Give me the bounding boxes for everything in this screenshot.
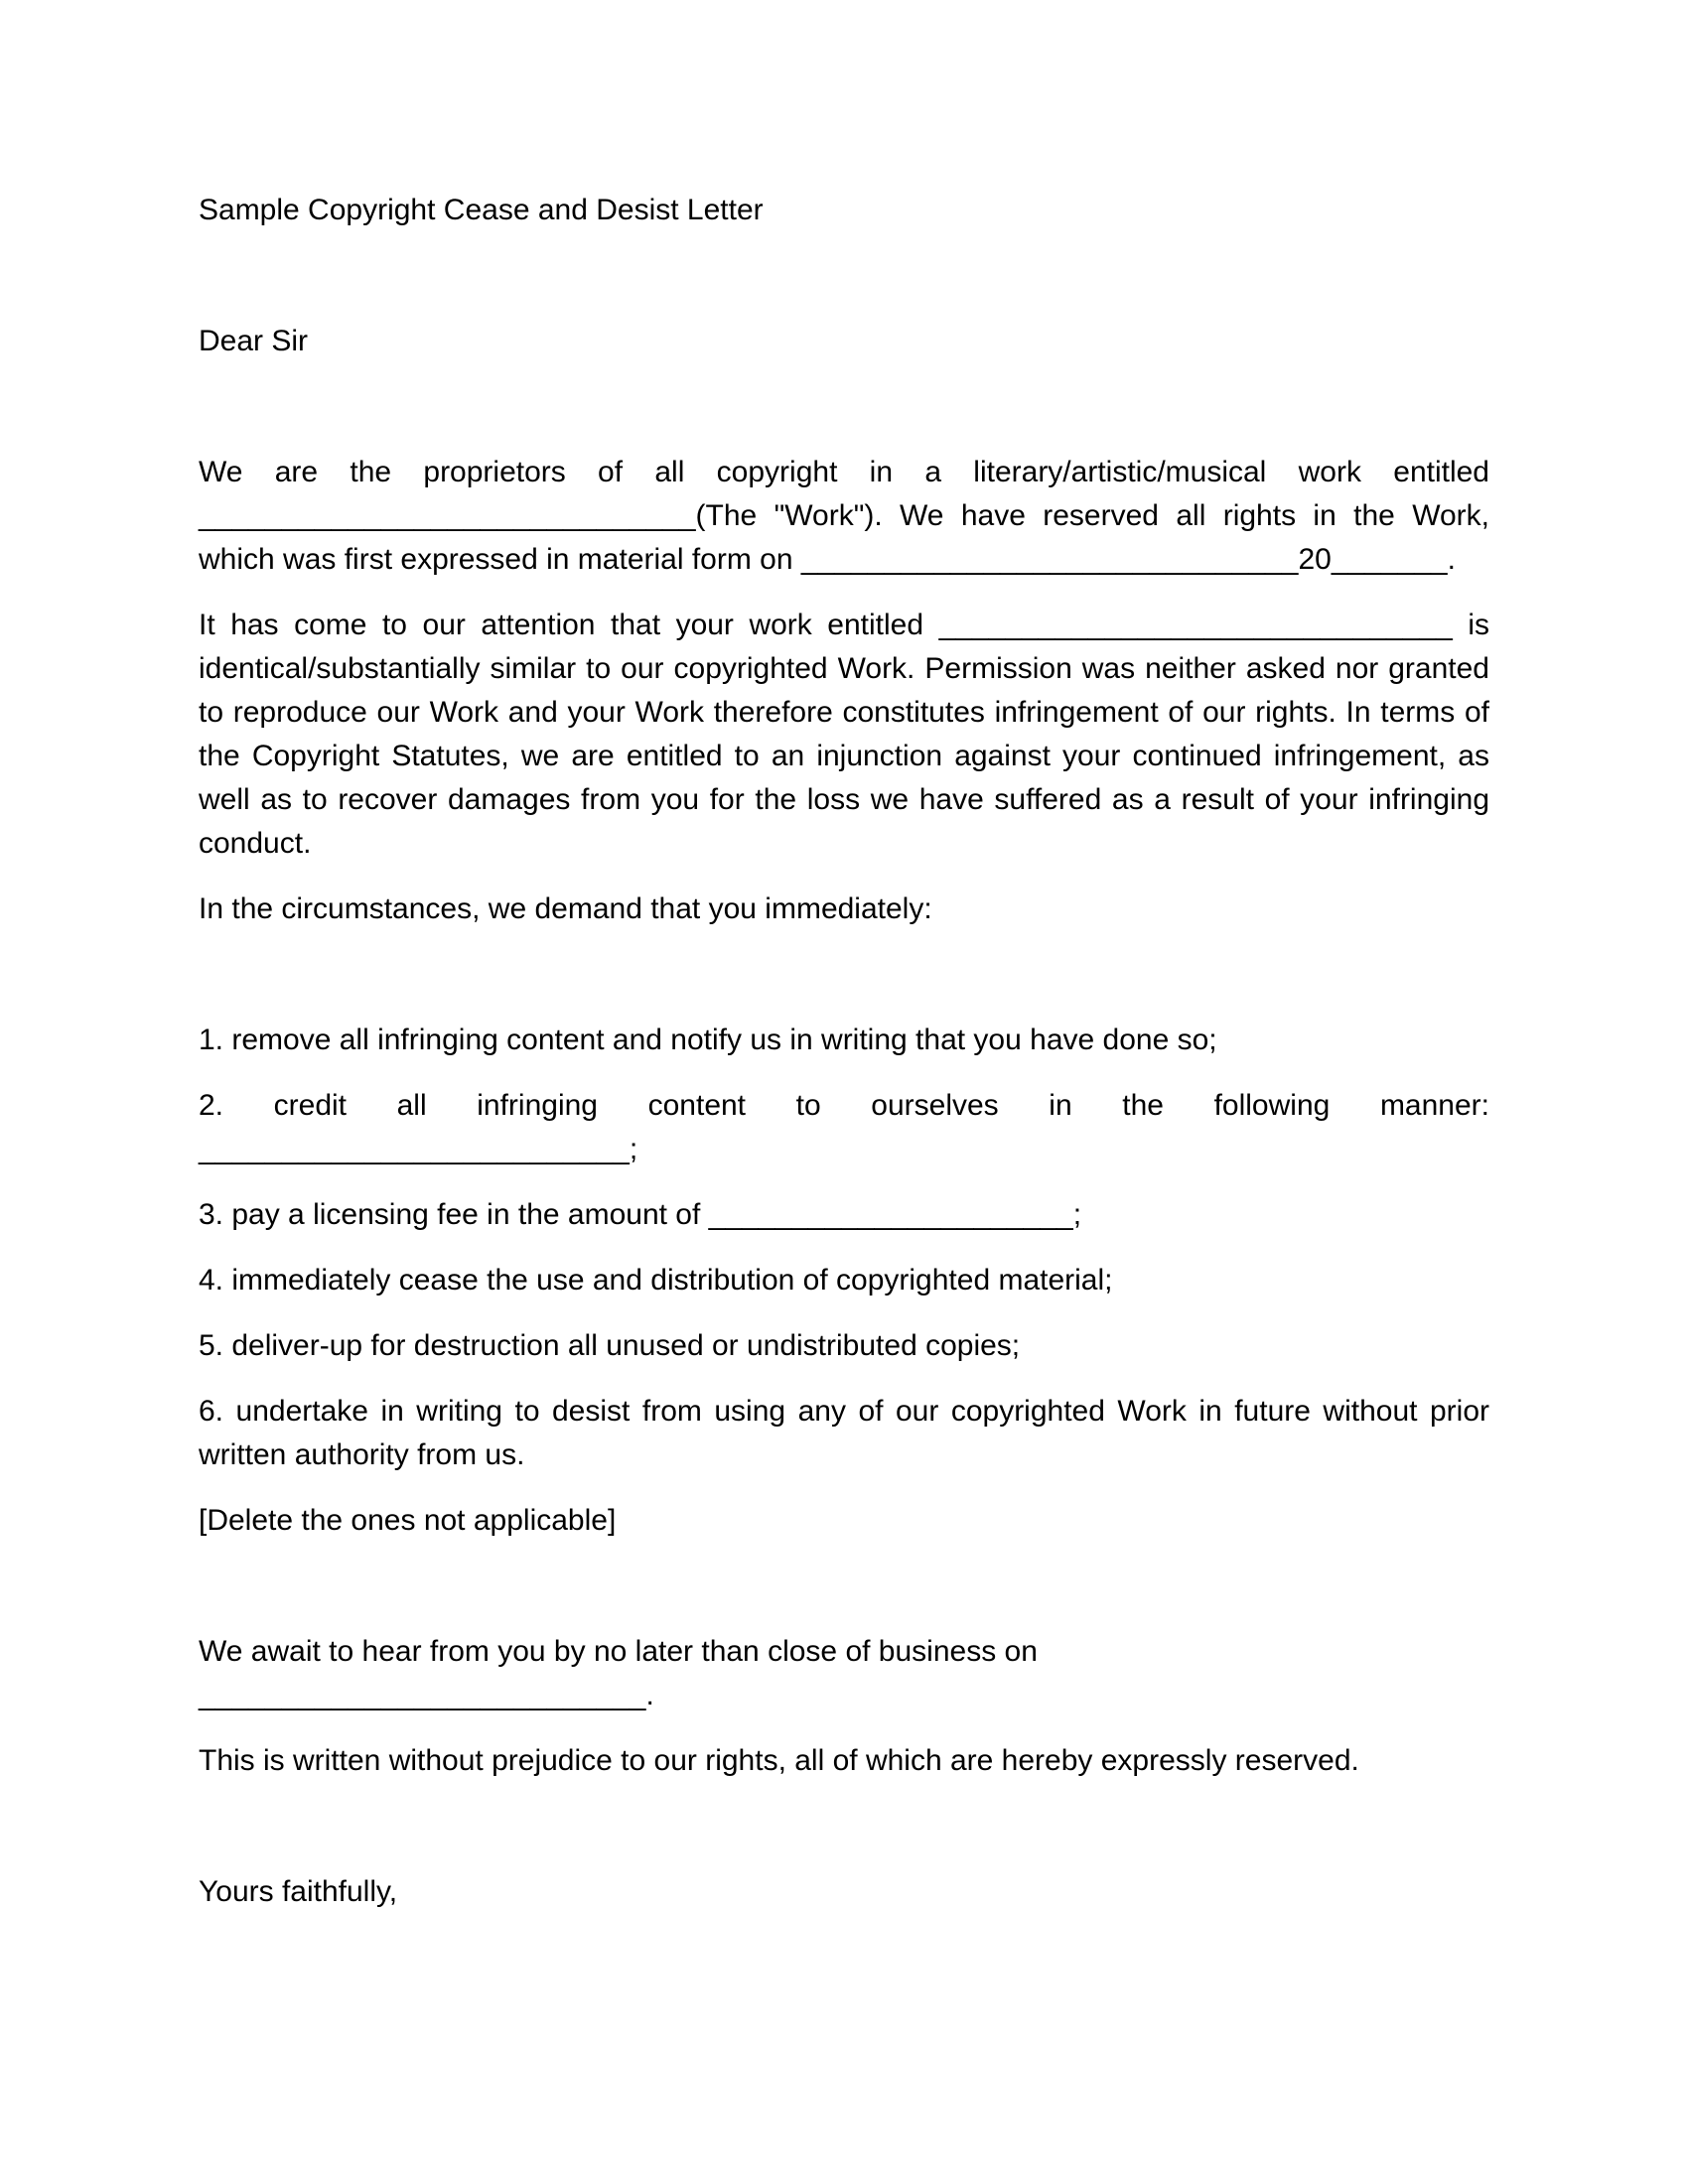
year-prefix: 20 (1298, 543, 1332, 576)
demand-item-2 (199, 1084, 1489, 1171)
demand-text-end: ; (629, 1133, 638, 1165)
salutation: Dear Sir (199, 325, 309, 357)
paragraph-text: . (1447, 543, 1456, 576)
paragraph-text: (The "Work"). We have reserved all rights in the Work, which was first expressed in material form on (199, 499, 1489, 576)
demand-text: 1. remove all infringing content and notify us in writing that you have done so; (199, 1024, 1217, 1056)
demand-text: 3. pay a licensing fee in the amount of (199, 1198, 709, 1231)
letter-page (199, 189, 1489, 1914)
demand-text: 5. deliver-up for destruction all unused or undistributed copies; (199, 1329, 1021, 1362)
year-blank: _______ (1331, 543, 1448, 576)
demand-text: 6. undertake in writing to desist from using any of our copyrighted Work in future without prior written authority from us. (199, 1395, 1489, 1471)
deadline-paragraph (199, 1630, 1489, 1717)
credit-manner-blank: __________________________ (199, 1133, 630, 1165)
letter-title: Sample Copyright Cease and Desist Letter (199, 194, 764, 226)
paragraph-text: It has come to our attention that your work entitled (199, 609, 939, 641)
signoff: Yours faithfully, (199, 1875, 398, 1908)
demand-item-3 (199, 1193, 1489, 1237)
demand-text-end: ; (1072, 1198, 1082, 1231)
deadline-blank: ___________________________ (199, 1679, 646, 1711)
demand-lead: In the circumstances, we demand that you immediately: (199, 892, 932, 925)
paragraph-text: We await to hear from you by no later than close of business on (199, 1635, 1038, 1668)
demand-item-5 (199, 1324, 1489, 1368)
demand-item-4 (199, 1259, 1489, 1302)
delete-note: [Delete the ones not applicable] (199, 1504, 617, 1537)
work-title-blank: ______________________________ (199, 499, 696, 532)
paragraph-proprietorship (199, 451, 1489, 582)
demand-text: 2. credit all infringing content to ourselves in the following manner: (199, 1089, 1489, 1122)
paragraph-text: We are the proprietors of all copyright in a literary/artistic/musical work entitled (199, 456, 1489, 488)
demand-text: 4. immediately cease the use and distribution of copyrighted material; (199, 1264, 1113, 1297)
rights-reserved-paragraph: This is written without prejudice to our rights, all of which are hereby expressly reserved. (199, 1744, 1359, 1777)
paragraph-infringement (199, 604, 1489, 866)
fee-amount-blank: ______________________ (708, 1198, 1073, 1231)
paragraph-text: . (645, 1679, 654, 1711)
infringing-work-blank: _______________________________ (938, 609, 1453, 641)
demand-item-6 (199, 1390, 1489, 1477)
demand-item-1 (199, 1019, 1489, 1062)
date-blank: ______________________________ (800, 543, 1299, 576)
paragraph-text: is identical/substantially similar to our copyrighted Work. Permission was neither asked nor granted to reproduce our Work and your Work therefore constitutes infringement of our rights. In terms of the Copyright Statutes, we are entitled to an injunction against your continued infringement, as well as to recover damages from you for the loss we have suffered as a result of your infringing conduct. (199, 609, 1489, 860)
